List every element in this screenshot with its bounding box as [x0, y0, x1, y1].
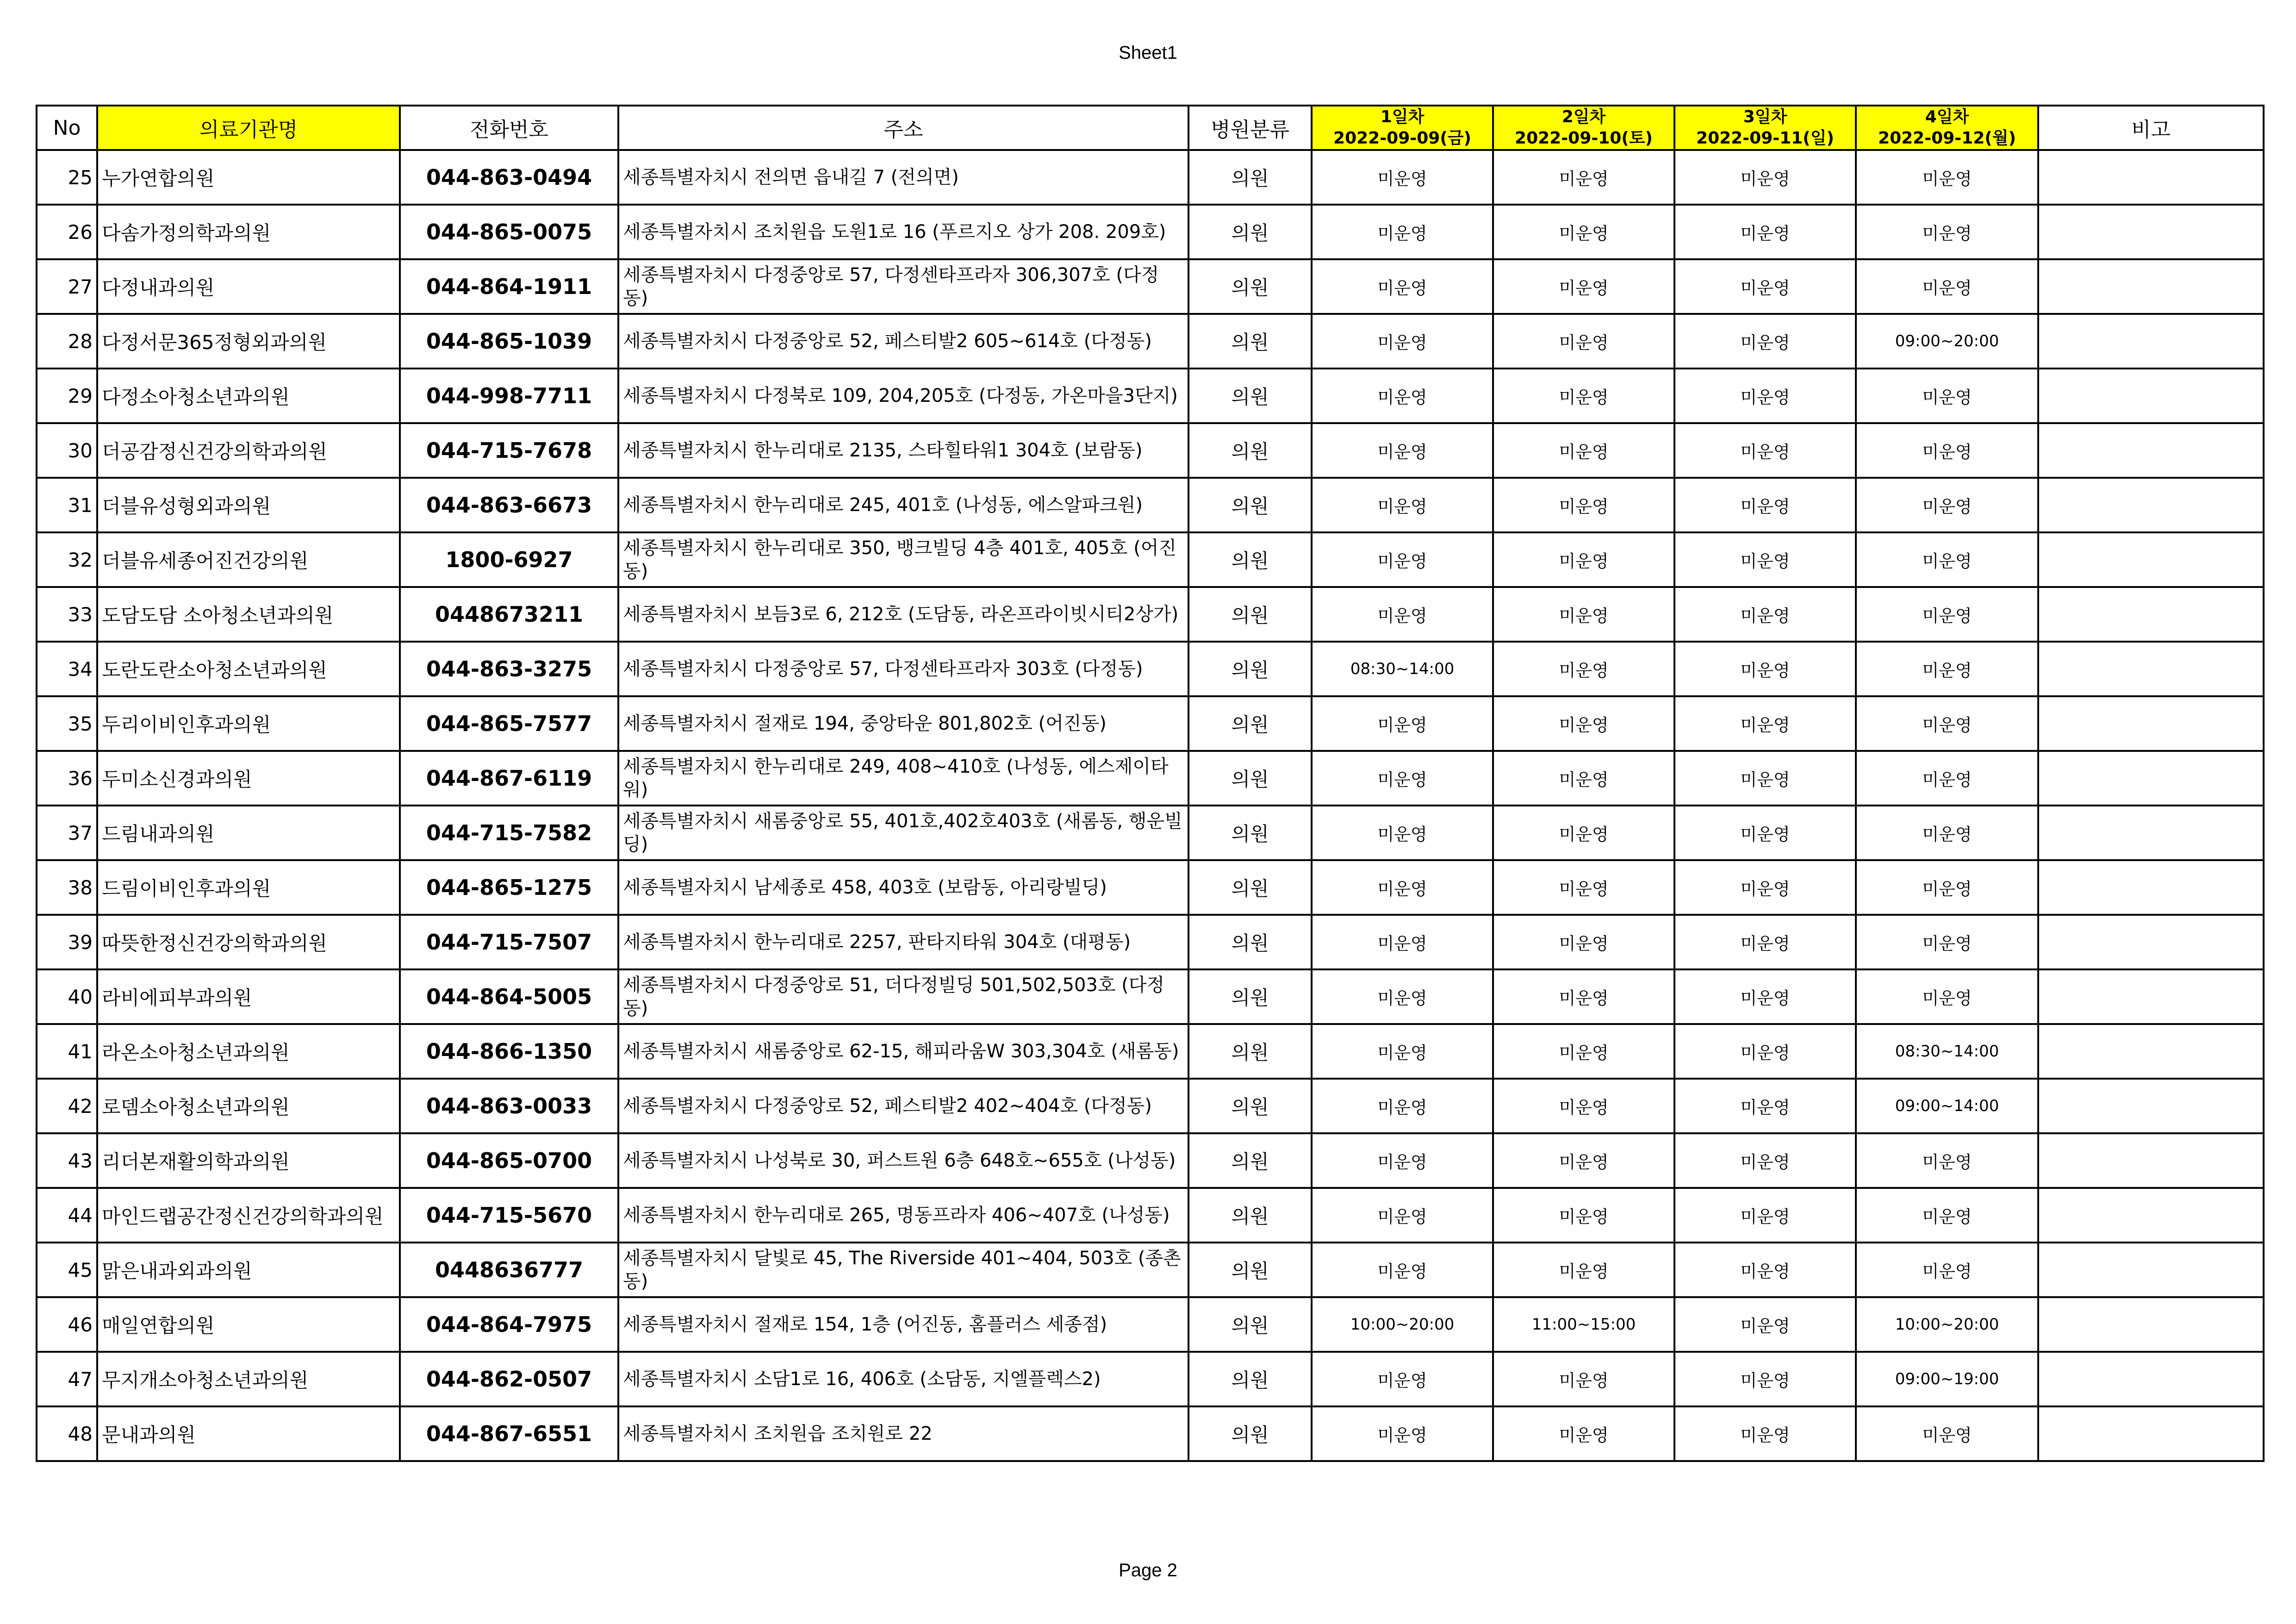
note-cell — [2038, 806, 2264, 860]
day-3-status-cell: 미운영 — [1674, 1297, 1856, 1352]
no-cell: 32 — [37, 532, 97, 587]
category-cell: 의원 — [1188, 1352, 1312, 1406]
header-day-date: 2022-09-09(금) — [1333, 129, 1471, 148]
day-4-status-cell: 미운영 — [1856, 150, 2038, 205]
address-cell: 세종특별자치시 다정중앙로 57, 다정센타프라자 306,307호 (다정동) — [618, 259, 1188, 314]
header-day-2 — [1493, 106, 1674, 150]
category-cell: 의원 — [1188, 205, 1312, 259]
clinic-name-cell: 도담도담 소아청소년과의원 — [97, 587, 400, 642]
header-day-label: 2일차 — [1562, 107, 1606, 126]
no-cell: 40 — [37, 969, 97, 1024]
note-cell — [2038, 696, 2264, 751]
category-cell: 의원 — [1188, 860, 1312, 915]
category-cell: 의원 — [1188, 696, 1312, 751]
note-cell — [2038, 478, 2264, 532]
day-3-status-cell: 미운영 — [1674, 751, 1856, 806]
day-2-status-cell: 미운영 — [1493, 1406, 1674, 1461]
table-row — [37, 150, 2264, 205]
day-3-status-cell: 미운영 — [1674, 1024, 1856, 1079]
day-2-status-cell: 미운영 — [1493, 423, 1674, 478]
day-3-status-cell: 미운영 — [1674, 369, 1856, 423]
clinic-name-cell: 누가연합의원 — [97, 150, 400, 205]
day-4-status-cell: 미운영 — [1856, 642, 2038, 696]
category-cell: 의원 — [1188, 314, 1312, 369]
no-cell: 44 — [37, 1188, 97, 1243]
header-day-3 — [1674, 106, 1856, 150]
table-row — [37, 1406, 2264, 1461]
phone-cell: 044-864-1911 — [400, 259, 618, 314]
day-2-status-cell: 미운영 — [1493, 696, 1674, 751]
table-row — [37, 860, 2264, 915]
day-1-status-cell: 미운영 — [1312, 205, 1493, 259]
note-cell — [2038, 423, 2264, 478]
phone-cell: 1800-6927 — [400, 532, 618, 587]
no-cell: 45 — [37, 1243, 97, 1297]
table-row — [37, 1024, 2264, 1079]
address-cell: 세종특별자치시 달빛로 45, The Riverside 401~404, 503호 (종촌동) — [618, 1243, 1188, 1297]
day-2-status-cell: 미운영 — [1493, 969, 1674, 1024]
address-cell: 세종특별자치시 다정북로 109, 204,205호 (다정동, 가온마을3단지) — [618, 369, 1188, 423]
day-1-status-cell: 미운영 — [1312, 1079, 1493, 1133]
day-2-status-cell: 미운영 — [1493, 369, 1674, 423]
clinic-name-cell: 매일연합의원 — [97, 1297, 400, 1352]
phone-cell: 044-864-7975 — [400, 1297, 618, 1352]
no-cell: 27 — [37, 259, 97, 314]
clinic-name-cell: 무지개소아청소년과의원 — [97, 1352, 400, 1406]
address-cell: 세종특별자치시 조치원읍 조치원로 22 — [618, 1406, 1188, 1461]
day-4-status-cell: 미운영 — [1856, 1188, 2038, 1243]
address-cell: 세종특별자치시 소담1로 16, 406호 (소담동, 지엘플렉스2) — [618, 1352, 1188, 1406]
day-4-status-cell: 09:00~14:00 — [1856, 1079, 2038, 1133]
day-3-status-cell: 미운영 — [1674, 1406, 1856, 1461]
phone-cell: 044-865-0700 — [400, 1133, 618, 1188]
address-cell: 세종특별자치시 한누리대로 245, 401호 (나성동, 에스알파크원) — [618, 478, 1188, 532]
day-2-status-cell: 미운영 — [1493, 1188, 1674, 1243]
day-2-status-cell: 미운영 — [1493, 205, 1674, 259]
table-row — [37, 205, 2264, 259]
no-cell: 48 — [37, 1406, 97, 1461]
header-note: 비고 — [2038, 106, 2264, 150]
day-3-status-cell: 미운영 — [1674, 314, 1856, 369]
address-cell: 세종특별자치시 다정중앙로 57, 다정센타프라자 303호 (다정동) — [618, 642, 1188, 696]
no-cell: 43 — [37, 1133, 97, 1188]
note-cell — [2038, 969, 2264, 1024]
table-row — [37, 532, 2264, 587]
day-4-status-cell: 미운영 — [1856, 1406, 2038, 1461]
no-cell: 39 — [37, 915, 97, 969]
table-row — [37, 1297, 2264, 1352]
category-cell: 의원 — [1188, 369, 1312, 423]
table-row — [37, 751, 2264, 806]
category-cell: 의원 — [1188, 259, 1312, 314]
day-4-status-cell: 09:00~20:00 — [1856, 314, 2038, 369]
no-cell: 33 — [37, 587, 97, 642]
day-4-status-cell: 미운영 — [1856, 423, 2038, 478]
day-3-status-cell: 미운영 — [1674, 969, 1856, 1024]
phone-cell: 044-715-7507 — [400, 915, 618, 969]
day-4-status-cell: 미운영 — [1856, 696, 2038, 751]
address-cell: 세종특별자치시 한누리대로 265, 명동프라자 406~407호 (나성동) — [618, 1188, 1188, 1243]
address-cell: 세종특별자치시 한누리대로 249, 408~410호 (나성동, 에스제이타워) — [618, 751, 1188, 806]
day-1-status-cell: 08:30~14:00 — [1312, 642, 1493, 696]
day-4-status-cell: 미운영 — [1856, 587, 2038, 642]
address-cell: 세종특별자치시 절재로 154, 1층 (어진동, 홈플러스 세종점) — [618, 1297, 1188, 1352]
table-row — [37, 1079, 2264, 1133]
table-row — [37, 806, 2264, 860]
day-2-status-cell: 미운영 — [1493, 478, 1674, 532]
day-3-status-cell: 미운영 — [1674, 259, 1856, 314]
no-cell: 34 — [37, 642, 97, 696]
day-3-status-cell: 미운영 — [1674, 478, 1856, 532]
category-cell: 의원 — [1188, 532, 1312, 587]
table-row — [37, 423, 2264, 478]
day-4-status-cell: 09:00~19:00 — [1856, 1352, 2038, 1406]
table-row — [37, 696, 2264, 751]
day-1-status-cell: 미운영 — [1312, 1133, 1493, 1188]
header-day-label: 3일차 — [1743, 107, 1787, 126]
category-cell: 의원 — [1188, 1297, 1312, 1352]
day-2-status-cell: 미운영 — [1493, 1352, 1674, 1406]
day-2-status-cell: 미운영 — [1493, 150, 1674, 205]
category-cell: 의원 — [1188, 806, 1312, 860]
day-1-status-cell: 미운영 — [1312, 1188, 1493, 1243]
day-1-status-cell: 미운영 — [1312, 860, 1493, 915]
phone-cell: 044-998-7711 — [400, 369, 618, 423]
note-cell — [2038, 751, 2264, 806]
clinic-name-cell: 드림내과의원 — [97, 806, 400, 860]
day-2-status-cell: 미운영 — [1493, 532, 1674, 587]
day-3-status-cell: 미운영 — [1674, 1243, 1856, 1297]
no-cell: 29 — [37, 369, 97, 423]
clinic-name-cell: 라온소아청소년과의원 — [97, 1024, 400, 1079]
phone-cell: 044-863-0494 — [400, 150, 618, 205]
phone-cell: 044-715-7678 — [400, 423, 618, 478]
day-3-status-cell: 미운영 — [1674, 860, 1856, 915]
no-cell: 47 — [37, 1352, 97, 1406]
header-day-1 — [1312, 106, 1493, 150]
day-1-status-cell: 미운영 — [1312, 696, 1493, 751]
day-1-status-cell: 미운영 — [1312, 751, 1493, 806]
day-1-status-cell: 미운영 — [1312, 915, 1493, 969]
no-cell: 36 — [37, 751, 97, 806]
day-2-status-cell: 미운영 — [1493, 1079, 1674, 1133]
note-cell — [2038, 1024, 2264, 1079]
sheet-title: Sheet1 — [1119, 43, 1177, 63]
table-row — [37, 1133, 2264, 1188]
day-3-status-cell: 미운영 — [1674, 915, 1856, 969]
day-3-status-cell: 미운영 — [1674, 1133, 1856, 1188]
header-no: No — [37, 106, 97, 150]
category-cell: 의원 — [1188, 1243, 1312, 1297]
day-2-status-cell: 미운영 — [1493, 806, 1674, 860]
header-day-label: 1일차 — [1380, 107, 1425, 126]
day-3-status-cell: 미운영 — [1674, 532, 1856, 587]
day-4-status-cell: 미운영 — [1856, 806, 2038, 860]
no-cell: 30 — [37, 423, 97, 478]
note-cell — [2038, 642, 2264, 696]
note-cell — [2038, 915, 2264, 969]
day-1-status-cell: 미운영 — [1312, 314, 1493, 369]
note-cell — [2038, 860, 2264, 915]
address-cell: 세종특별자치시 보듬3로 6, 212호 (도담동, 라온프라이빗시티2상가) — [618, 587, 1188, 642]
address-cell: 세종특별자치시 전의면 읍내길 7 (전의면) — [618, 150, 1188, 205]
no-cell: 35 — [37, 696, 97, 751]
day-4-status-cell: 미운영 — [1856, 532, 2038, 587]
address-cell: 세종특별자치시 나성북로 30, 퍼스트원 6층 648호~655호 (나성동) — [618, 1133, 1188, 1188]
header-day-label: 4일차 — [1925, 107, 1969, 126]
clinic-name-cell: 라비에피부과의원 — [97, 969, 400, 1024]
address-cell: 세종특별자치시 다정중앙로 52, 페스티발2 402~404호 (다정동) — [618, 1079, 1188, 1133]
category-cell: 의원 — [1188, 1133, 1312, 1188]
no-cell: 42 — [37, 1079, 97, 1133]
phone-cell: 0448673211 — [400, 587, 618, 642]
day-1-status-cell: 미운영 — [1312, 259, 1493, 314]
category-cell: 의원 — [1188, 1024, 1312, 1079]
no-cell: 38 — [37, 860, 97, 915]
day-1-status-cell: 미운영 — [1312, 806, 1493, 860]
day-4-status-cell: 미운영 — [1856, 478, 2038, 532]
address-cell: 세종특별자치시 남세종로 458, 403호 (보람동, 아리랑빌딩) — [618, 860, 1188, 915]
day-2-status-cell: 미운영 — [1493, 1024, 1674, 1079]
note-cell — [2038, 587, 2264, 642]
clinic-name-cell: 따뜻한정신건강의학과의원 — [97, 915, 400, 969]
day-4-status-cell: 미운영 — [1856, 860, 2038, 915]
clinic-name-cell: 로뎀소아청소년과의원 — [97, 1079, 400, 1133]
day-4-status-cell: 미운영 — [1856, 751, 2038, 806]
table-row — [37, 478, 2264, 532]
phone-cell: 044-715-5670 — [400, 1188, 618, 1243]
address-cell: 세종특별자치시 다정중앙로 52, 페스티발2 605~614호 (다정동) — [618, 314, 1188, 369]
note-cell — [2038, 1188, 2264, 1243]
day-1-status-cell: 미운영 — [1312, 369, 1493, 423]
header-name: 의료기관명 — [97, 106, 400, 150]
no-cell: 28 — [37, 314, 97, 369]
clinic-name-cell: 맑은내과외과의원 — [97, 1243, 400, 1297]
day-3-status-cell: 미운영 — [1674, 1188, 1856, 1243]
day-1-status-cell: 10:00~20:00 — [1312, 1297, 1493, 1352]
day-3-status-cell: 미운영 — [1674, 642, 1856, 696]
day-3-status-cell: 미운영 — [1674, 1079, 1856, 1133]
phone-cell: 044-863-6673 — [400, 478, 618, 532]
note-cell — [2038, 259, 2264, 314]
table-row — [37, 1243, 2264, 1297]
clinic-name-cell: 도란도란소아청소년과의원 — [97, 642, 400, 696]
day-3-status-cell: 미운영 — [1674, 1352, 1856, 1406]
note-cell — [2038, 369, 2264, 423]
note-cell — [2038, 1297, 2264, 1352]
day-1-status-cell: 미운영 — [1312, 532, 1493, 587]
phone-cell: 044-867-6119 — [400, 751, 618, 806]
note-cell — [2038, 150, 2264, 205]
day-1-status-cell: 미운영 — [1312, 969, 1493, 1024]
phone-cell: 044-715-7582 — [400, 806, 618, 860]
note-cell — [2038, 1406, 2264, 1461]
day-1-status-cell: 미운영 — [1312, 1406, 1493, 1461]
address-cell: 세종특별자치시 다정중앙로 51, 더다정빌딩 501,502,503호 (다정동) — [618, 969, 1188, 1024]
no-cell: 31 — [37, 478, 97, 532]
day-3-status-cell: 미운영 — [1674, 696, 1856, 751]
phone-cell: 044-862-0507 — [400, 1352, 618, 1406]
category-cell: 의원 — [1188, 1079, 1312, 1133]
address-cell: 세종특별자치시 한누리대로 2135, 스타힐타워1 304호 (보람동) — [618, 423, 1188, 478]
note-cell — [2038, 1079, 2264, 1133]
table-row — [37, 314, 2264, 369]
category-cell: 의원 — [1188, 1188, 1312, 1243]
day-2-status-cell: 미운영 — [1493, 314, 1674, 369]
note-cell — [2038, 532, 2264, 587]
address-cell: 세종특별자치시 절재로 194, 중앙타운 801,802호 (어진동) — [618, 696, 1188, 751]
day-4-status-cell: 미운영 — [1856, 205, 2038, 259]
clinic-name-cell: 다정서문365정형외과의원 — [97, 314, 400, 369]
header-address: 주소 — [618, 106, 1188, 150]
day-1-status-cell: 미운영 — [1312, 478, 1493, 532]
day-1-status-cell: 미운영 — [1312, 587, 1493, 642]
clinic-name-cell: 마인드랩공간정신건강의학과의원 — [97, 1188, 400, 1243]
no-cell: 41 — [37, 1024, 97, 1079]
day-4-status-cell: 10:00~20:00 — [1856, 1297, 2038, 1352]
day-2-status-cell: 미운영 — [1493, 751, 1674, 806]
phone-cell: 044-865-1039 — [400, 314, 618, 369]
note-cell — [2038, 314, 2264, 369]
day-2-status-cell: 미운영 — [1493, 860, 1674, 915]
address-cell: 세종특별자치시 한누리대로 2257, 판타지타워 304호 (대평동) — [618, 915, 1188, 969]
clinic-name-cell: 리더본재활의학과의원 — [97, 1133, 400, 1188]
day-4-status-cell: 미운영 — [1856, 369, 2038, 423]
category-cell: 의원 — [1188, 1406, 1312, 1461]
day-4-status-cell: 미운영 — [1856, 915, 2038, 969]
no-cell: 46 — [37, 1297, 97, 1352]
day-2-status-cell: 11:00~15:00 — [1493, 1297, 1674, 1352]
header-phone: 전화번호 — [400, 106, 618, 150]
table-row — [37, 915, 2264, 969]
clinic-name-cell: 문내과의원 — [97, 1406, 400, 1461]
phone-cell: 044-863-3275 — [400, 642, 618, 696]
category-cell: 의원 — [1188, 751, 1312, 806]
phone-cell: 0448636777 — [400, 1243, 618, 1297]
day-4-status-cell: 08:30~14:00 — [1856, 1024, 2038, 1079]
day-2-status-cell: 미운영 — [1493, 587, 1674, 642]
clinic-name-cell: 두리이비인후과의원 — [97, 696, 400, 751]
clinic-name-cell: 더블유성형외과의원 — [97, 478, 400, 532]
day-1-status-cell: 미운영 — [1312, 150, 1493, 205]
day-2-status-cell: 미운영 — [1493, 642, 1674, 696]
phone-cell: 044-864-5005 — [400, 969, 618, 1024]
category-cell: 의원 — [1188, 642, 1312, 696]
phone-cell: 044-867-6551 — [400, 1406, 618, 1461]
category-cell: 의원 — [1188, 969, 1312, 1024]
note-cell — [2038, 1243, 2264, 1297]
phone-cell: 044-865-1275 — [400, 860, 618, 915]
day-4-status-cell: 미운영 — [1856, 259, 2038, 314]
header-day-date: 2022-09-12(월) — [1878, 129, 2016, 148]
address-cell: 세종특별자치시 조치원읍 도원1로 16 (푸르지오 상가 208. 209호) — [618, 205, 1188, 259]
note-cell — [2038, 205, 2264, 259]
day-2-status-cell: 미운영 — [1493, 1243, 1674, 1297]
phone-cell: 044-866-1350 — [400, 1024, 618, 1079]
table-row — [37, 369, 2264, 423]
category-cell: 의원 — [1188, 587, 1312, 642]
day-3-status-cell: 미운영 — [1674, 150, 1856, 205]
no-cell: 26 — [37, 205, 97, 259]
header-day-date: 2022-09-10(토) — [1515, 129, 1653, 148]
day-1-status-cell: 미운영 — [1312, 1243, 1493, 1297]
table-row — [37, 969, 2264, 1024]
table-row — [37, 642, 2264, 696]
table-row — [37, 259, 2264, 314]
clinic-name-cell: 다솜가정의학과의원 — [97, 205, 400, 259]
header-category: 병원분류 — [1188, 106, 1312, 150]
day-2-status-cell: 미운영 — [1493, 259, 1674, 314]
clinic-name-cell: 더블유세종어진건강의원 — [97, 532, 400, 587]
note-cell — [2038, 1352, 2264, 1406]
phone-cell: 044-865-7577 — [400, 696, 618, 751]
clinic-name-cell: 두미소신경과의원 — [97, 751, 400, 806]
day-2-status-cell: 미운영 — [1493, 1133, 1674, 1188]
no-cell: 37 — [37, 806, 97, 860]
day-3-status-cell: 미운영 — [1674, 806, 1856, 860]
address-cell: 세종특별자치시 한누리대로 350, 뱅크빌딩 4층 401호, 405호 (어진동) — [618, 532, 1188, 587]
table-row — [37, 1352, 2264, 1406]
address-cell: 세종특별자치시 새롬중앙로 62-15, 해피라움W 303,304호 (새롬동) — [618, 1024, 1188, 1079]
day-3-status-cell: 미운영 — [1674, 205, 1856, 259]
table-row — [37, 587, 2264, 642]
header-day-4 — [1856, 106, 2038, 150]
day-4-status-cell: 미운영 — [1856, 1243, 2038, 1297]
no-cell: 25 — [37, 150, 97, 205]
clinic-name-cell: 다정내과의원 — [97, 259, 400, 314]
day-1-status-cell: 미운영 — [1312, 423, 1493, 478]
note-cell — [2038, 1133, 2264, 1188]
phone-cell: 044-865-0075 — [400, 205, 618, 259]
table-row — [37, 1188, 2264, 1243]
page-footer: Page 2 — [1119, 1560, 1177, 1580]
clinic-name-cell: 드림이비인후과의원 — [97, 860, 400, 915]
address-cell: 세종특별자치시 새롬중앙로 55, 401호,402호403호 (새롬동, 행운빌딩) — [618, 806, 1188, 860]
header-day-date: 2022-09-11(일) — [1696, 129, 1834, 148]
clinic-name-cell: 더공감정신건강의학과의원 — [97, 423, 400, 478]
day-1-status-cell: 미운영 — [1312, 1352, 1493, 1406]
day-3-status-cell: 미운영 — [1674, 587, 1856, 642]
category-cell: 의원 — [1188, 423, 1312, 478]
clinic-schedule-table — [36, 105, 2265, 1462]
clinic-name-cell: 다정소아청소년과의원 — [97, 369, 400, 423]
header-row — [37, 106, 2264, 150]
phone-cell: 044-863-0033 — [400, 1079, 618, 1133]
day-4-status-cell: 미운영 — [1856, 1133, 2038, 1188]
day-1-status-cell: 미운영 — [1312, 1024, 1493, 1079]
category-cell: 의원 — [1188, 150, 1312, 205]
day-4-status-cell: 미운영 — [1856, 969, 2038, 1024]
category-cell: 의원 — [1188, 478, 1312, 532]
day-2-status-cell: 미운영 — [1493, 915, 1674, 969]
category-cell: 의원 — [1188, 915, 1312, 969]
day-3-status-cell: 미운영 — [1674, 423, 1856, 478]
